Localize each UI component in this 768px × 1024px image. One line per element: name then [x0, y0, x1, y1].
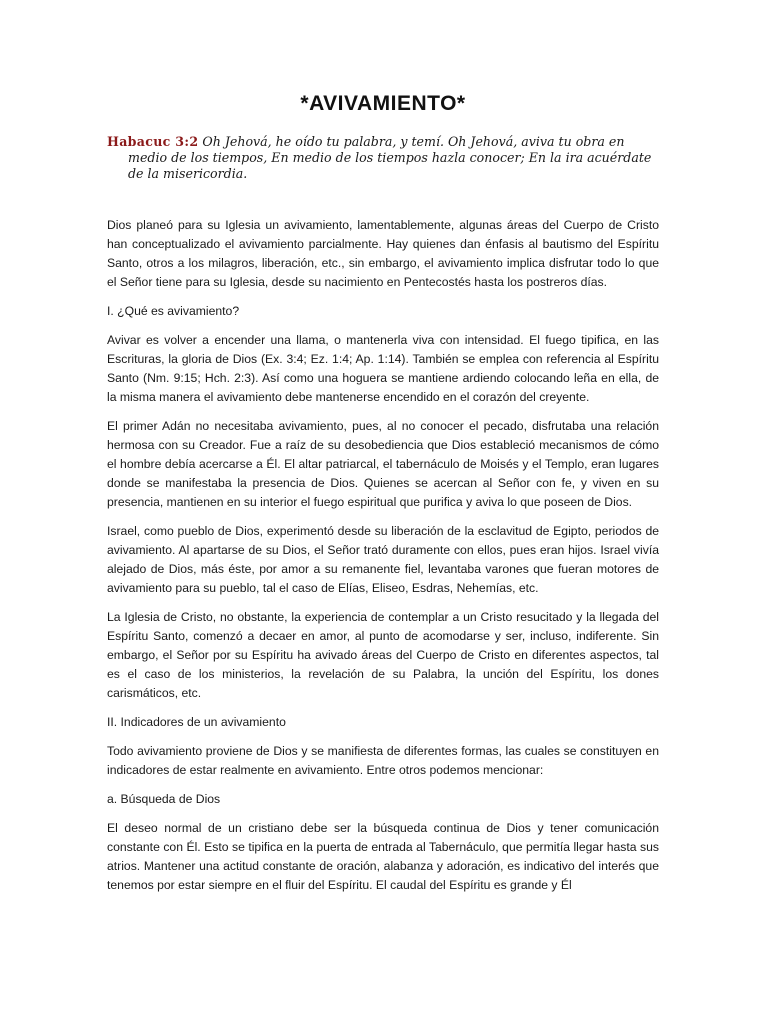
intro-paragraph: Dios planeó para su Iglesia un avivamiento, lamentablemente, algunas áreas del Cuerpo de Cristo han conceptualizado el avivamiento parcialmente. Hay quienes dan énfasis al bautismo del Espíritu Santo, otros a los milagros, liberación, etc., sin embargo, el avivamiento implica disfrutar todo lo que el Señor tiene para su Iglesia, desde su nacimiento en Pentecostés hasta los postreros días. [107, 218, 659, 289]
section-heading-1: I. ¿Qué es avivamiento? [107, 304, 240, 318]
paragraph-3: Israel, como pueblo de Dios, experimentó desde su liberación de la esclavitud de Egipto, periodos de avivamiento. Al apartarse de su Dios, el Señor trató duramente con ellos, pues eran hijos. Israel vivía alejado de Dios, más éste, por amor a su remanente fiel, levantaba varones que fueran motores de avivamiento para su pueblo, tal el caso de Elías, Eliseo, Esdras, Nehemías, etc. [107, 524, 659, 595]
verse-text: Oh Jehová, he oído tu palabra, y temí. Oh Jehová, aviva tu obra en medio de los tiempos, En medio de los tiempos hazla conocer; En la ira acuérdate de la misericordia. [128, 134, 652, 181]
paragraph-6: El deseo normal de un cristiano debe ser la búsqueda continua de Dios y tener comunicación constante con Él. Esto se tipifica en la puerta de entrada al Tabernáculo, que permitía llegar hasta sus atrios. Mantener una actitud constante de oración, alabanza y adoración, es indicativo del interés que tenemos por estar siempre en el fluir del Espíritu. El caudal del Espíritu es grande y Él [107, 821, 659, 892]
verse-reference: Habacuc 3:2 [107, 134, 199, 149]
document-title: *AVIVAMIENTO* [300, 92, 466, 115]
paragraph-1: Avivar es volver a encender una llama, o mantenerla viva con intensidad. El fuego tipifica, en las Escrituras, la gloria de Dios (Ex. 3:4; Ez. 1:4; Ap. 1:14). También se emplea con referencia al Espíritu Santo (Nm. 9:15; Hch. 2:3). Así como una hoguera se mantiene ardiendo colocando leña en ella, de la misma manera el avivamiento debe mantenerse encendido en el corazón del creyente. [107, 333, 659, 404]
paragraph-5: Todo avivamiento proviene de Dios y se manifiesta de diferentes formas, las cuales se constituyen en indicadores de estar realmente en avivamiento. Entre otros podemos mencionar: [107, 744, 659, 777]
document-page [107, 92, 659, 905]
paragraph-4: La Iglesia de Cristo, no obstante, la experiencia de contemplar a un Cristo resucitado y la llegada del Espíritu Santo, comenzó a decaer en amor, al punto de acomodarse y ser, incluso, indiferente. Sin embargo, el Señor por su Espíritu ha avivado áreas del Cuerpo de Cristo en diferentes aspectos, tal es el caso de los ministerios, la revelación de su Palabra, la unción del Espíritu, los dones carismáticos, etc. [107, 610, 659, 700]
subsection-heading-a: a. Búsqueda de Dios [107, 792, 221, 806]
paragraph-2: El primer Adán no necesitaba avivamiento, pues, al no conocer el pecado, disfrutaba una relación hermosa con su Creador. Fue a raíz de su desobediencia que Dios estableció mecanismos de cómo el hombre debía acercarse a Él. El altar patriarcal, el tabernáculo de Moisés y el Templo, eran lugares donde se manifestaba la presencia de Dios. Quienes se acercan al Señor con fe, y viven en su presencia, mantienen en su interior el fuego espiritual que purifica y aviva lo que poseen de Dios. [107, 419, 659, 509]
section-heading-2: II. Indicadores de un avivamiento [107, 715, 286, 729]
bible-verse [107, 134, 659, 182]
